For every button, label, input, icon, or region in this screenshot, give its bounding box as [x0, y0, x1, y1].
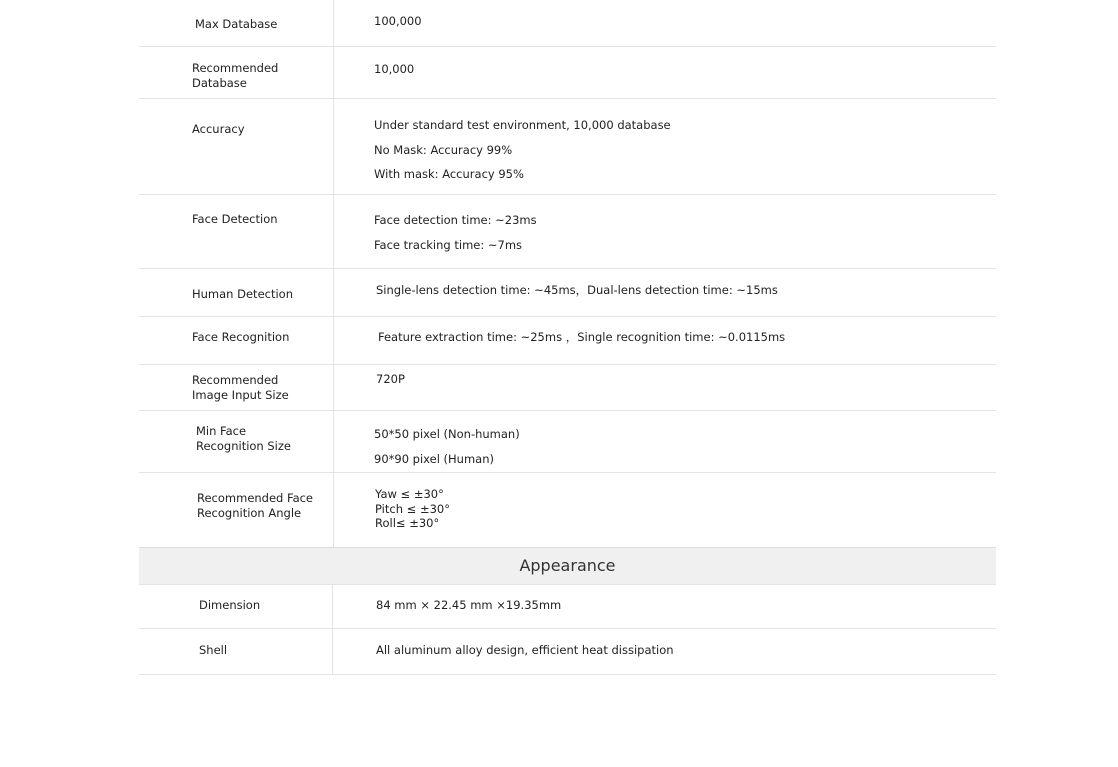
spec-row-dimension — [139, 584, 996, 629]
spec-label-line: Recommended — [192, 373, 279, 387]
spec-label: Human Detection — [192, 287, 293, 301]
spec-label — [196, 424, 291, 454]
spec-row-accuracy — [139, 98, 996, 195]
spec-label — [192, 373, 289, 403]
spec-label: Face Recognition — [192, 330, 290, 344]
spec-value-line: Pitch ≤ ±30° — [375, 501, 450, 516]
spec-value-line: 50*50 pixel (Non-human) — [374, 427, 520, 441]
spec-label — [197, 491, 313, 520]
spec-value-line: Yaw ≤ ±30° — [375, 487, 444, 501]
spec-value-line: Face detection time: ~23ms — [374, 213, 537, 227]
spec-label-line: Recommended Face — [197, 491, 314, 505]
spec-row-min-face-size — [139, 410, 996, 473]
spec-label: Face Detection — [192, 212, 278, 226]
spec-row-human-detection — [139, 268, 996, 317]
spec-value — [374, 208, 537, 258]
spec-value-line: 90*90 pixel (Human) — [374, 452, 494, 466]
spec-value: 84 mm × 22.45 mm ×19.35mm — [376, 598, 562, 612]
spec-value — [375, 487, 450, 531]
column-divider — [333, 364, 334, 410]
spec-value-line: With mask: Accuracy 95% — [374, 167, 524, 181]
spec-label-line: Recognition Size — [196, 439, 291, 453]
spec-label-line: Min Face — [196, 424, 247, 438]
spec-row-recommended-database — [139, 46, 996, 99]
spec-label: Shell — [199, 643, 228, 657]
column-divider — [332, 584, 333, 628]
column-divider — [333, 472, 334, 547]
spec-value: Feature extraction time: ~25ms ，Single recognition time: ~0.0115ms — [378, 330, 786, 344]
column-divider — [333, 0, 334, 46]
spec-value: 720P — [376, 372, 405, 386]
spec-value — [374, 422, 520, 472]
column-divider — [333, 410, 334, 472]
spec-row-face-detection — [139, 194, 996, 269]
spec-label: Max Database — [195, 17, 278, 31]
section-header-appearance: Appearance — [139, 547, 996, 585]
column-divider — [333, 98, 334, 194]
spec-value-line: No Mask: Accuracy 99% — [374, 142, 513, 157]
spec-value-line: Roll≤ ±30° — [375, 516, 440, 530]
spec-value: All aluminum alloy design, efficient heat dissipation — [376, 643, 674, 657]
column-divider — [333, 316, 334, 364]
spec-value: Single-lens detection time: ~45ms，Dual-lens detection time: ~15ms — [376, 283, 778, 297]
spec-label-line: Image Input Size — [192, 388, 289, 402]
spec-row-shell — [139, 628, 996, 675]
spec-value: 100,000 — [374, 14, 422, 28]
spec-row-face-recognition — [139, 316, 996, 365]
column-divider — [333, 268, 334, 316]
column-divider — [333, 194, 334, 268]
spec-value — [374, 113, 671, 187]
column-divider — [333, 46, 334, 98]
spec-row-max-database — [139, 0, 996, 47]
spec-value: 10,000 — [374, 62, 415, 76]
spec-label-line: Recognition Angle — [197, 505, 302, 520]
spec-label-line: Database — [192, 76, 247, 90]
spec-label: Dimension — [199, 598, 261, 612]
spec-value-line: Under standard test environment, 10,000 database — [374, 118, 671, 132]
spec-value-line: Face tracking time: ~7ms — [374, 238, 523, 252]
spec-row-recognition-angle — [139, 472, 996, 548]
spec-row-image-input-size — [139, 364, 996, 411]
column-divider — [332, 628, 333, 674]
spec-label: Accuracy — [192, 122, 245, 136]
spec-label — [192, 61, 278, 91]
spec-label-line: Recommended — [192, 61, 279, 75]
